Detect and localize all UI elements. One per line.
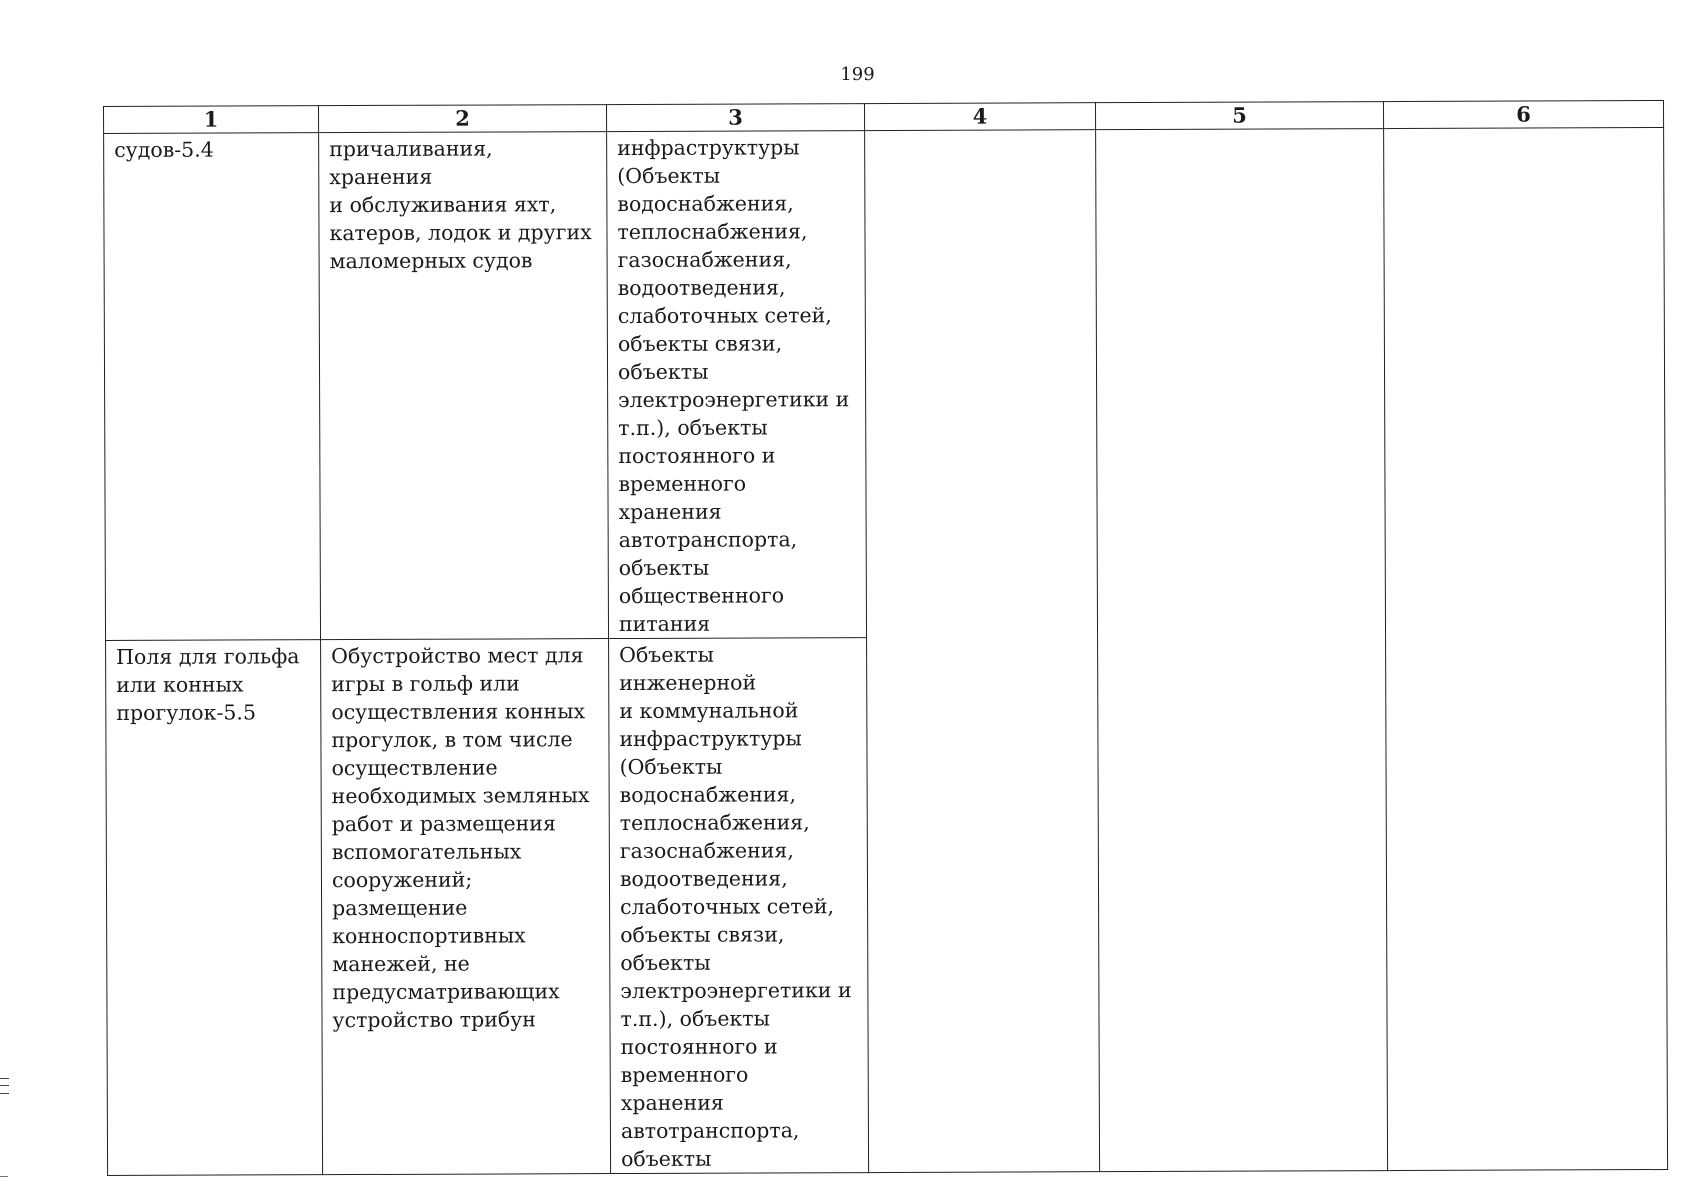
header-col-3: 3 — [606, 104, 864, 132]
cell-text: Обустройство мест для игры в гольф или осуществления конных прогулок, в том числе осуществление необходимых земляных работ и размещения вспомогательных сооружений; размещение конноспортивных манежей, не предусматривающих устройство трибун — [331, 643, 590, 1033]
cell-text: причаливания, хранения и обслуживания яхт, катеров, лодок и других маломерных судов — [329, 136, 592, 274]
cell-use-type — [104, 133, 321, 641]
cell-auxiliary-objects — [609, 638, 869, 1174]
cell-description — [321, 639, 611, 1175]
scan-edge-mark — [0, 1176, 8, 1177]
zoning-table — [103, 100, 1668, 1176]
cell-text: судов-5.4 — [114, 137, 214, 162]
table-row — [104, 128, 1666, 641]
cell-description — [319, 132, 609, 640]
cell-col-5 — [1096, 129, 1388, 1172]
header-col-5: 5 — [1095, 102, 1383, 130]
document-sheet — [103, 100, 1667, 1172]
cell-col-4 — [865, 130, 1100, 1173]
cell-text: Объекты инженерной и коммунальной инфраструктуры (Объекты водоснабжения, теплоснабжения, газоснабжения, водоотведения, слаботочных сетей, объекты связи, объекты электроэнергетики и т.п.), объекты постоянного и временного хранения автотранспорта, объекты — [619, 642, 852, 1172]
cell-use-type — [106, 640, 323, 1176]
cell-col-6 — [1384, 128, 1668, 1171]
header-col-2: 2 — [319, 105, 607, 133]
header-col-4: 4 — [864, 103, 1095, 131]
cell-text: инфраструктуры (Объекты водоснабжения, теплоснабжения, газоснабжения, водоотведения, слаботочных сетей, объекты связи, объекты электроэнергетики и т.п.), объекты постоянного и временного хранения автотранспорта, объекты общественного питания — [617, 135, 850, 637]
scan-edge-mark — [0, 1078, 9, 1094]
cell-text: Поля для гольфа или конных прогулок-5.5 — [116, 644, 300, 725]
header-col-1: 1 — [104, 106, 319, 134]
page-number: 199 — [840, 64, 875, 85]
header-col-6: 6 — [1383, 101, 1663, 129]
cell-auxiliary-objects — [607, 131, 867, 639]
